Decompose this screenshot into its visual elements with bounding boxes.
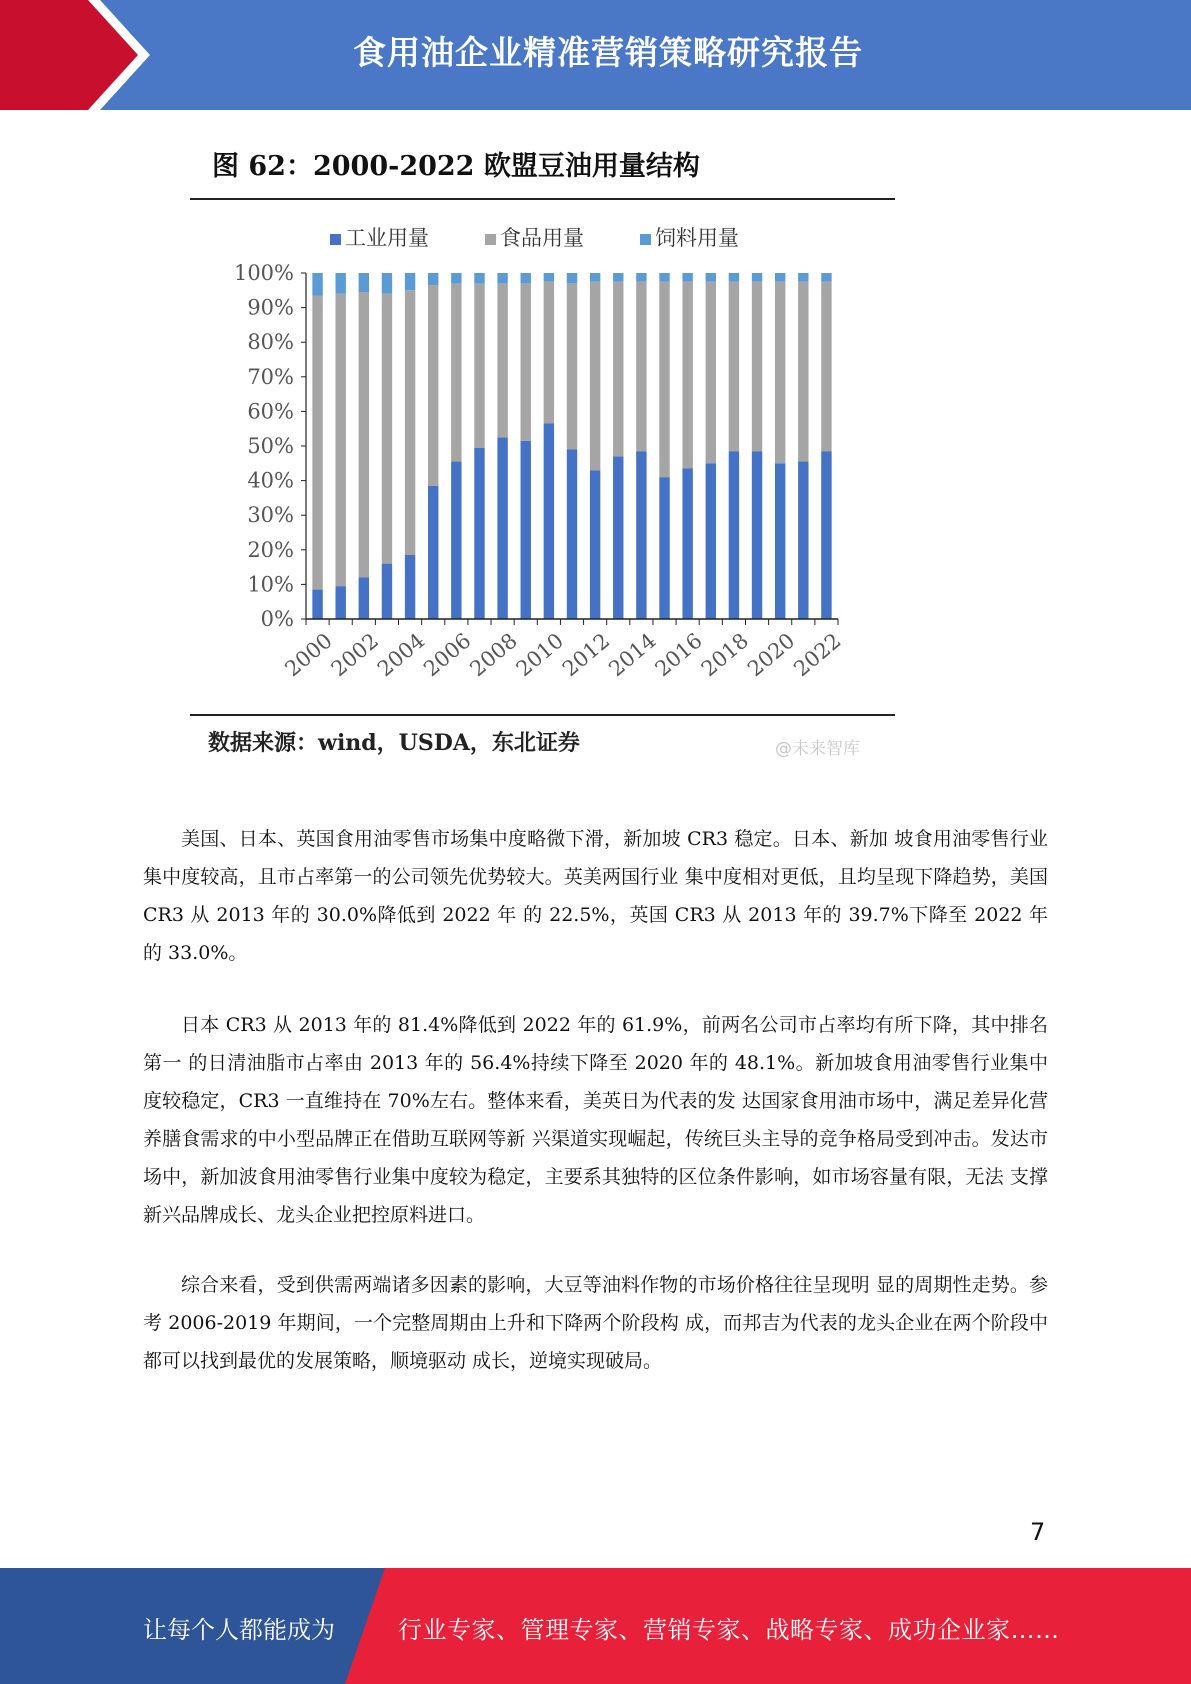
figure-title: 图 62：2000-2022 欧盟豆油用量结构 bbox=[212, 151, 700, 182]
bar-segment bbox=[335, 294, 345, 586]
bar-segment bbox=[335, 273, 345, 294]
bar-segment bbox=[706, 463, 716, 619]
x-tick-label: 2018 bbox=[696, 628, 754, 682]
bar-segment bbox=[752, 451, 762, 619]
legend-label: 食品用量 bbox=[500, 226, 584, 250]
y-tick-label: 0% bbox=[260, 607, 294, 631]
bar-segment bbox=[706, 273, 716, 282]
bar-segment bbox=[729, 273, 739, 282]
bar-segment bbox=[428, 285, 438, 486]
x-tick-label: 2020 bbox=[743, 628, 800, 682]
bar-segment bbox=[659, 282, 669, 477]
bar-segment bbox=[567, 283, 577, 449]
y-tick-label: 100% bbox=[233, 261, 294, 285]
bar-segment bbox=[567, 273, 577, 283]
stacked-bar-chart bbox=[190, 215, 890, 705]
figure-bottom-rule bbox=[190, 714, 895, 716]
y-tick-label: 80% bbox=[247, 330, 294, 355]
x-tick-label: 2006 bbox=[419, 628, 476, 682]
bar-segment bbox=[544, 273, 554, 282]
bar-segment bbox=[312, 295, 322, 589]
footer-slogan-right: 行业专家、管理专家、营销专家、战略专家、成功企业家…… bbox=[398, 1616, 1060, 1644]
legend-swatch bbox=[485, 234, 496, 245]
bar-segment bbox=[682, 468, 692, 619]
body-paragraph-3: 综合来看，受到供需两端诸多因素的影响，大豆等油料作物的市场价格往往呈现明 显的周期性走势。参考 2006-2019 年期间，一个完整周期由上升和下降两个阶段构 成，而邦吉为代表的龙头企业在两个阶段中都可以找到最优的发展策略，顺境驱动 成长，逆境实现破局。 bbox=[143, 1274, 1048, 1372]
bar-segment bbox=[474, 283, 484, 447]
y-tick-label: 40% bbox=[247, 468, 294, 493]
bar-segment bbox=[821, 273, 831, 282]
bar-segment bbox=[521, 441, 531, 619]
bar-segment bbox=[590, 282, 600, 471]
bar-segment bbox=[613, 456, 623, 619]
y-tick-label: 70% bbox=[247, 364, 294, 389]
bar-segment bbox=[752, 273, 762, 282]
footer-slogan-left: 让每个人都能成为 bbox=[143, 1616, 335, 1644]
body-paragraph-1: 美国、日本、英国食用油零售市场集中度略微下滑，新加坡 CR3 稳定。日本、新加 坡食用油零售行业集中度较高，且市占率第一的公司领先优势较大。英美两国行业 集中度相对更低，且均呈现下降趋势，美国 CR3 从 2013 年的 30.0%降低到 2022 年 的 22.5%，英国 CR3 从 2013 年的 39.7%下降至 2022 年的 33.0%。 bbox=[143, 828, 1048, 964]
bar-segment bbox=[312, 273, 322, 295]
page-number: 7 bbox=[1030, 1518, 1046, 1546]
legend-label: 饲料用量 bbox=[655, 226, 739, 250]
y-tick-label: 30% bbox=[247, 503, 294, 528]
x-tick-label: 2016 bbox=[650, 628, 707, 682]
figure-source: 数据来源：wind，USDA，东北证券 bbox=[208, 730, 580, 756]
bar-segment bbox=[729, 282, 739, 452]
bar-segment bbox=[659, 477, 669, 619]
bar-segment bbox=[335, 586, 345, 619]
bar-segment bbox=[752, 282, 762, 452]
x-tick-label: 2008 bbox=[465, 628, 522, 682]
y-tick-label: 90% bbox=[247, 295, 294, 320]
legend-swatch bbox=[330, 234, 341, 245]
body-paragraph-2: 日本 CR3 从 2013 年的 81.4%降低到 2022 年的 61.9%，前两名公司市占率均有所下降，其中排名第一 的日清油脂市占率由 2013 年的 56.4%持续下降至 2020 年的 48.1%。新加坡食用油零售行业集中度较稳定，CR3 一直维持在 70%左右。整体来看，美英日为代表的发 达国家食用油市场中，满足差异化营养膳食需求的中小型品牌正在借助互联网等新 兴渠道实现崛起，传统巨头主导的竞争格局受到冲击。发达市场中，新加波食用油零售行业集中度较为稳定，主要系其独特的区位条件影响，如市场容量有限，无法 支撑新兴品牌成长、龙头企业把控原料进口。 bbox=[143, 1014, 1048, 1226]
bar-segment bbox=[544, 424, 554, 619]
y-tick-label: 10% bbox=[247, 572, 294, 597]
x-tick-label: 2000 bbox=[280, 628, 337, 682]
bar-segment bbox=[497, 273, 507, 283]
x-tick-label: 2002 bbox=[326, 628, 384, 682]
bar-segment bbox=[636, 282, 646, 452]
bar-segment bbox=[798, 462, 808, 619]
page-header bbox=[0, 0, 1191, 110]
bar-segment bbox=[682, 282, 692, 469]
y-tick-label: 60% bbox=[247, 399, 294, 424]
bar-segment bbox=[613, 273, 623, 282]
bar-segment bbox=[775, 282, 785, 464]
bar-segment bbox=[359, 273, 369, 292]
bar-segment bbox=[729, 451, 739, 619]
bar-segment bbox=[613, 282, 623, 457]
bar-segment bbox=[798, 282, 808, 462]
bar-segment bbox=[521, 283, 531, 440]
bar-segment bbox=[405, 290, 415, 555]
watermark: @未来智库 bbox=[775, 739, 860, 759]
bar-segment bbox=[590, 470, 600, 619]
bar-segment bbox=[567, 449, 577, 619]
bar-segment bbox=[405, 273, 415, 290]
legend-swatch bbox=[640, 234, 651, 245]
bar-segment bbox=[521, 273, 531, 283]
bar-segment bbox=[821, 282, 831, 452]
figure-top-rule bbox=[190, 198, 895, 200]
x-tick-label: 2010 bbox=[511, 628, 569, 682]
bar-segment bbox=[706, 282, 716, 464]
bar-segment bbox=[474, 273, 484, 283]
bar-segment bbox=[382, 294, 392, 564]
bar-segment bbox=[382, 273, 392, 294]
bar-segment bbox=[590, 273, 600, 282]
bar-segment bbox=[497, 437, 507, 619]
bar-segment bbox=[497, 283, 507, 437]
legend-label: 工业用量 bbox=[345, 226, 429, 250]
bar-segment bbox=[451, 462, 461, 619]
bar-segment bbox=[821, 451, 831, 619]
x-tick-label: 2014 bbox=[604, 628, 661, 682]
bar-segment bbox=[382, 564, 392, 619]
x-tick-label: 2022 bbox=[789, 628, 846, 682]
bar-segment bbox=[428, 273, 438, 285]
bar-segment bbox=[405, 555, 415, 619]
y-tick-label: 50% bbox=[247, 434, 294, 458]
bar-segment bbox=[451, 283, 461, 461]
bar-segment bbox=[636, 273, 646, 282]
bar-segment bbox=[636, 451, 646, 619]
x-tick-label: 2004 bbox=[372, 628, 430, 682]
bar-segment bbox=[312, 590, 322, 619]
bar-segment bbox=[544, 282, 554, 424]
bar-segment bbox=[659, 273, 669, 282]
bar-segment bbox=[451, 273, 461, 283]
bar-segment bbox=[775, 273, 785, 282]
header-title: 食用油企业精准营销策略研究报告 bbox=[353, 33, 863, 72]
bar-segment bbox=[798, 273, 808, 282]
bar-segment bbox=[428, 486, 438, 619]
bar-segment bbox=[359, 292, 369, 577]
bar-segment bbox=[682, 273, 692, 282]
x-tick-label: 2012 bbox=[557, 628, 615, 682]
bar-segment bbox=[359, 577, 369, 619]
bar-segment bbox=[474, 448, 484, 619]
y-tick-label: 20% bbox=[247, 537, 294, 562]
bar-segment bbox=[775, 463, 785, 619]
